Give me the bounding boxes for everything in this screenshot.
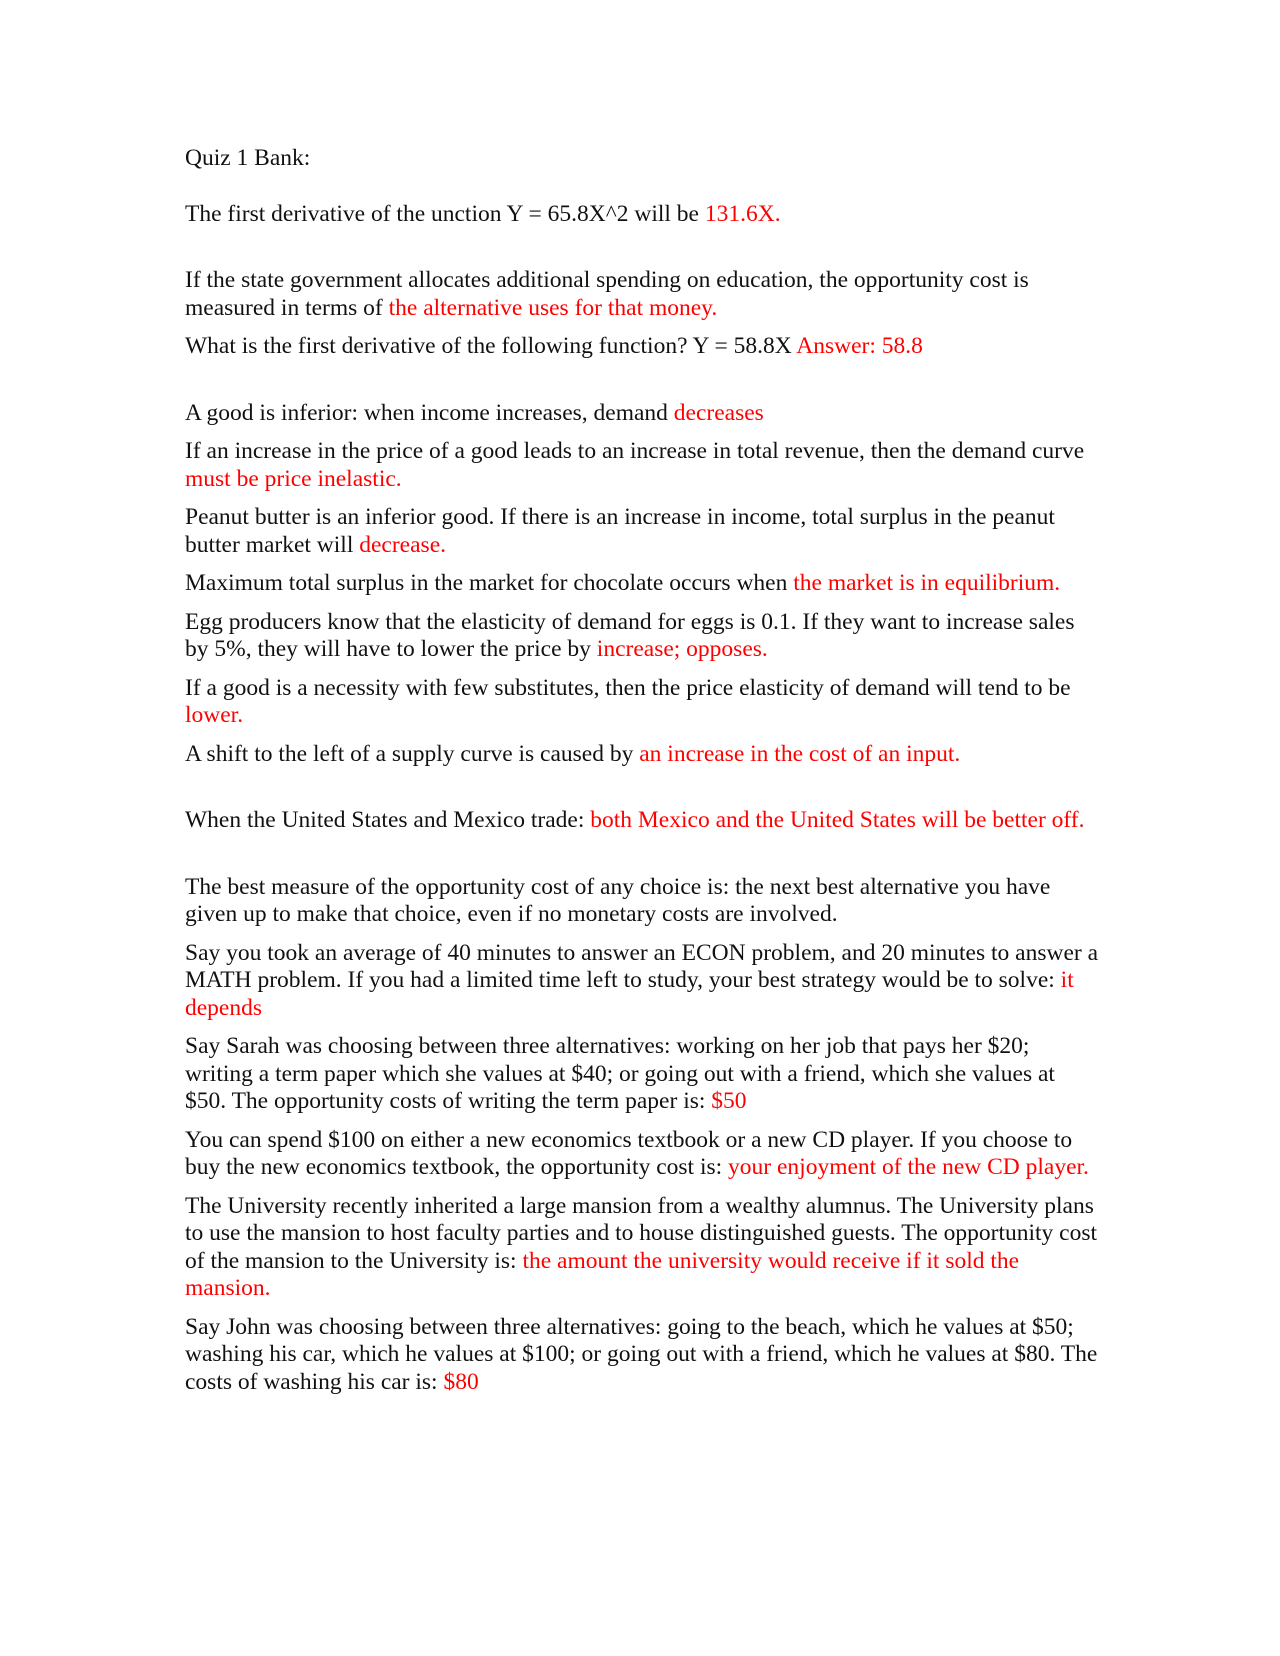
question-text: Maximum total surplus in the market for chocolate occurs when xyxy=(185,570,794,596)
question-6 xyxy=(185,504,1100,559)
answer-text: decreases xyxy=(673,399,764,426)
question-text: Say Sarah was choosing between three alternatives: working on her job that pays her $20; writing a term paper which she values at $40; or going out with a friend, which she values at $50. The opportunity costs of writing the term paper is: xyxy=(185,1033,1055,1114)
answer-text: $80 xyxy=(443,1368,479,1395)
question-10 xyxy=(185,741,1100,769)
question-text: Say John was choosing between three alternatives: going to the beach, which he values at $50; washing his car, which he values at $100; or going out with a friend, which he values at $80. The costs of washing his car is: xyxy=(185,1313,1098,1395)
question-8 xyxy=(185,609,1100,664)
answer-text: 131.6X. xyxy=(704,200,781,227)
question-text: Peanut butter is an inferior good. If there is an increase in income, total surplus in the peanut butter market will xyxy=(185,504,1055,558)
question-text: If a good is a necessity with few substitutes, then the price elasticity of demand will tend to be xyxy=(185,674,1071,701)
question-4 xyxy=(185,400,1100,428)
question-12 xyxy=(185,874,1100,929)
question-14 xyxy=(185,1033,1100,1116)
answer-text: the market is in equilibrium. xyxy=(793,570,1061,596)
answer-text: your enjoyment of the new CD player. xyxy=(728,1154,1089,1180)
question-text: What is the first derivative of the following function? Y = 58.8X xyxy=(185,333,797,359)
question-text: A shift to the left of a supply curve is caused by xyxy=(185,740,640,767)
document-body xyxy=(185,145,1100,1407)
question-text: If the state government allocates additional spending on education, the opportunity cost is measured in terms of xyxy=(185,267,1029,321)
answer-text: the amount the university would receive if it sold the mansion. xyxy=(185,1247,1020,1301)
question-text: The first derivative of the unction Y = 65.8X^2 will be xyxy=(185,200,705,227)
question-11 xyxy=(185,807,1100,835)
question-text: A good is inferior: when income increases, demand xyxy=(185,399,674,426)
answer-text: $50 xyxy=(711,1088,747,1114)
answer-text: must be price inelastic. xyxy=(185,465,402,492)
answer-text: increase; opposes. xyxy=(596,636,768,662)
answer-text: an increase in the cost of an input. xyxy=(639,740,961,767)
question-text: If an increase in the price of a good leads to an increase in total revenue, then the demand curve xyxy=(185,438,1085,464)
question-9 xyxy=(185,675,1100,730)
question-text: The best measure of the opportunity cost of any choice is: the next best alternative you have given up to make that choice, even if no monetary costs are involved. xyxy=(185,873,1051,927)
page-title: Quiz 1 Bank: xyxy=(185,145,311,171)
answer-text: Answer: 58.8 xyxy=(796,333,923,359)
answer-text: lower. xyxy=(185,702,244,728)
answer-text: the alternative uses for that money. xyxy=(388,294,718,321)
answer-text: decrease. xyxy=(359,531,446,558)
question-16 xyxy=(185,1193,1100,1303)
question-17 xyxy=(185,1314,1100,1397)
question-text: The University recently inherited a large mansion from a wealthy alumnus. The University plans to use the mansion to host faculty parties and to house distinguished guests. The opportunity cost of the mansion to the University is: xyxy=(185,1192,1098,1274)
question-text: When the United States and Mexico trade: xyxy=(185,807,591,833)
answer-text: both Mexico and the United States will be better off. xyxy=(590,807,1085,833)
question-7 xyxy=(185,570,1100,598)
question-1 xyxy=(185,201,1100,229)
question-13 xyxy=(185,940,1100,1023)
question-text: Egg producers know that the elasticity of demand for eggs is 0.1. If they want to increase sales by 5%, they will have to lower the price by xyxy=(185,608,1075,662)
question-15 xyxy=(185,1127,1100,1182)
question-text: You can spend $100 on either a new economics textbook or a new CD player. If you choose to buy the new economics textbook, the opportunity cost is: xyxy=(185,1126,1073,1180)
answer-text: it depends xyxy=(185,967,1074,1021)
question-2 xyxy=(185,267,1100,322)
question-5 xyxy=(185,438,1100,493)
question-text: Say you took an average of 40 minutes to answer an ECON problem, and 20 minutes to answer a MATH problem. If you had a limited time left to study, your best strategy would be to solve: xyxy=(185,939,1099,993)
question-3 xyxy=(185,333,1100,361)
